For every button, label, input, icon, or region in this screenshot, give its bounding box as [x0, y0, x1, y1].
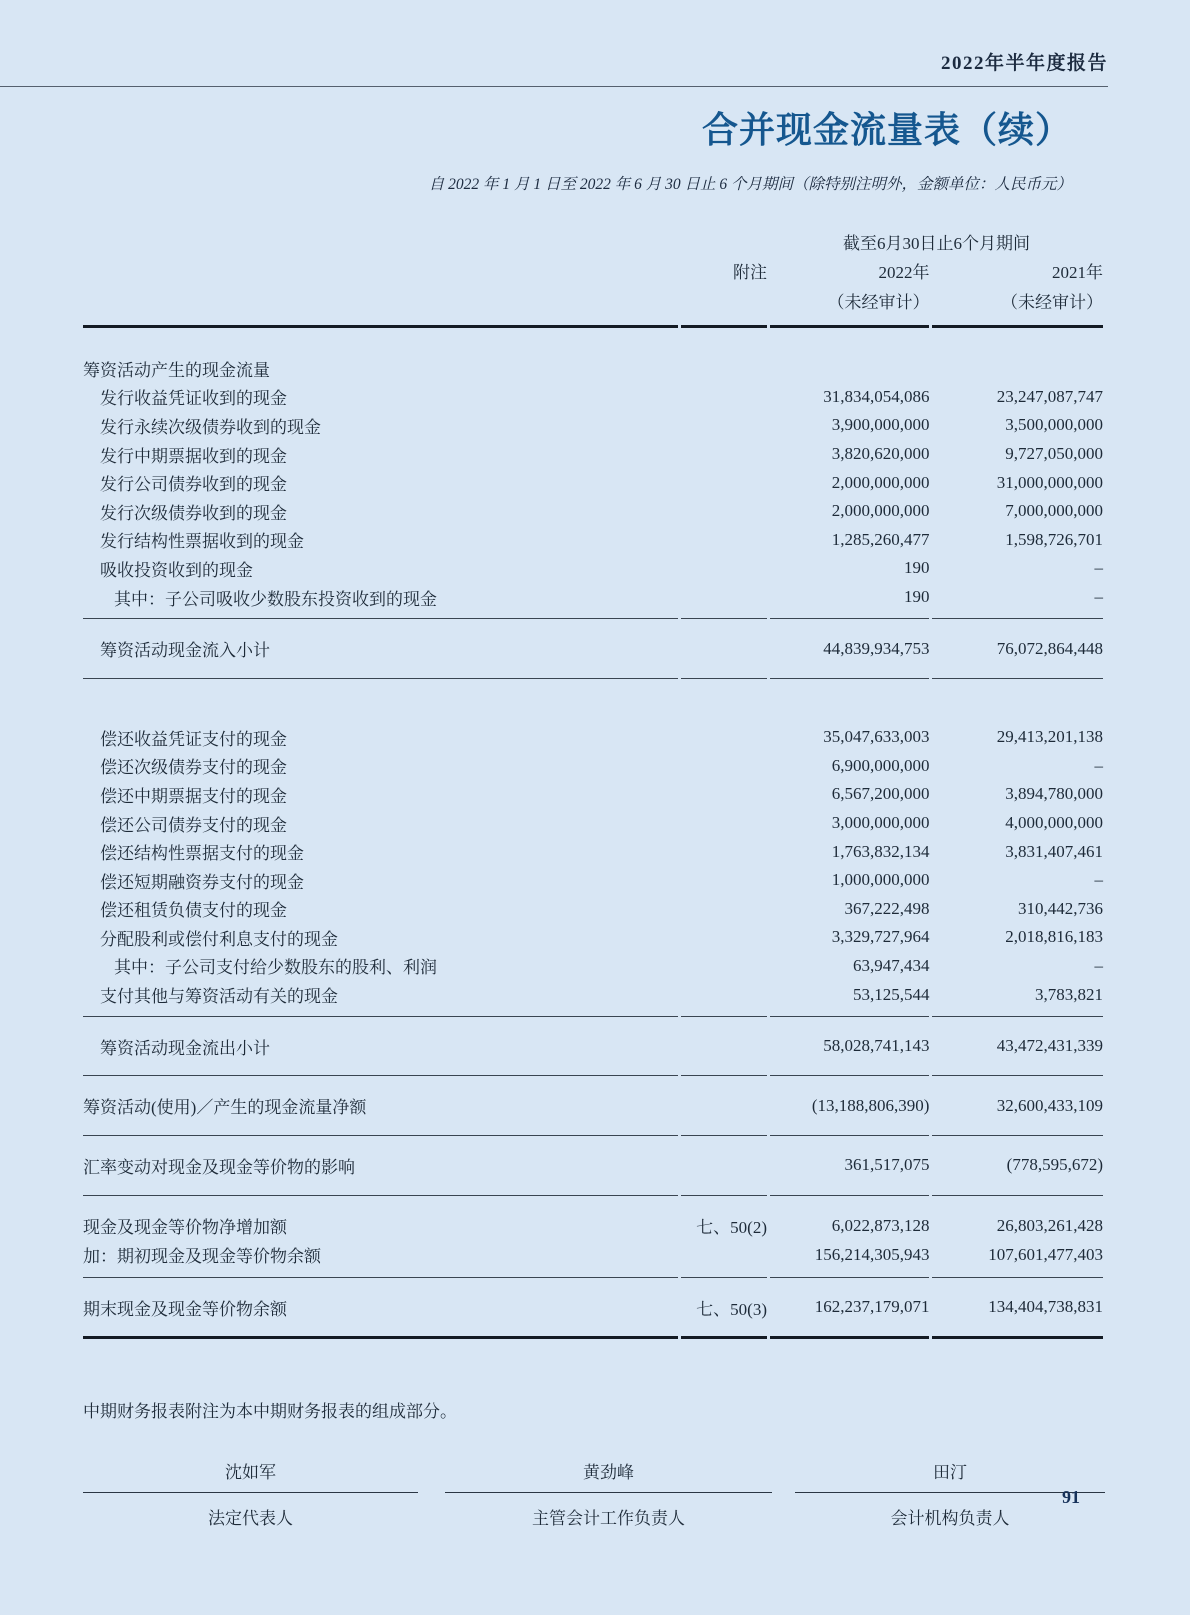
- signatory-role: 会计机构负责人: [890, 1509, 1010, 1529]
- signature-legal-representative: [83, 1458, 418, 1529]
- value-2021: [932, 354, 1103, 383]
- value-2021: 23,247,087,747: [996, 386, 1103, 406]
- value-2022: 3,820,620,000: [831, 444, 930, 464]
- row-label: 偿还结构性票据支付的现金: [100, 844, 304, 864]
- spacer-row: [83, 328, 1103, 354]
- spacer-row: [83, 1009, 1103, 1016]
- note-cell: [681, 780, 767, 809]
- value-2021: 3,831,407,461: [1005, 841, 1103, 861]
- table-row: [83, 895, 1103, 924]
- table-row: [83, 411, 1103, 440]
- spacer-row: [83, 611, 1103, 618]
- note-cell: [681, 526, 767, 555]
- value-2022: 53,125,544: [852, 984, 930, 1004]
- table-row: [83, 809, 1103, 838]
- row-label: 筹资活动现金流入小计: [100, 641, 270, 661]
- value-2022: 3,900,000,000: [831, 415, 930, 435]
- note-cell: [681, 468, 767, 497]
- row-label: 筹资活动现金流出小计: [100, 1038, 270, 1058]
- table-row: [83, 723, 1103, 752]
- row-label: 发行次级债券收到的现金: [100, 503, 287, 523]
- table-row: [83, 980, 1103, 1009]
- note-cell: [681, 411, 767, 440]
- col-header-note: 附注: [733, 263, 767, 282]
- table-row: [83, 440, 1103, 469]
- note-cell: [681, 895, 767, 924]
- value-2022: 1,000,000,000: [831, 870, 930, 890]
- row-label: 发行收益凭证收到的现金: [100, 389, 287, 409]
- value-2022: 2,000,000,000: [831, 472, 930, 492]
- table-row: [83, 554, 1103, 583]
- row-label: 现金及现金等价物净增加额: [83, 1218, 287, 1238]
- note-cell: [681, 866, 767, 895]
- value-2022: [770, 354, 929, 383]
- value-2022: 367,222,498: [844, 898, 930, 918]
- page-subtitle: 自 2022 年 1 月 1 日至 2022 年 6 月 30 日止 6 个月期间（除特别注明外，金额单位：人民币元）: [428, 176, 1072, 193]
- row-label: 吸收投资收到的现金: [100, 560, 253, 580]
- note-cell: [681, 809, 767, 838]
- note-cell: [681, 583, 767, 612]
- signatory-name: 黄劲峰: [445, 1458, 772, 1493]
- value-2021: 2,018,816,183: [1005, 927, 1103, 947]
- signature-accounting-head: [795, 1458, 1105, 1529]
- value-2022: 190: [903, 558, 930, 578]
- value-2022: 1,763,832,134: [831, 841, 930, 861]
- header-divider: [0, 86, 1108, 87]
- value-2022: 3,329,727,964: [831, 927, 930, 947]
- value-2021: –: [1094, 870, 1103, 890]
- value-2021: 29,413,201,138: [996, 727, 1103, 747]
- value-2022: 63,947,434: [852, 955, 930, 975]
- note-cell: [681, 1076, 767, 1135]
- signatory-role: 主管会计工作负责人: [532, 1509, 685, 1529]
- row-label: 偿还公司债券支付的现金: [100, 815, 287, 835]
- table-row: [83, 1212, 1103, 1241]
- value-2022: 35,047,633,003: [823, 727, 930, 747]
- note-cell: [681, 619, 767, 678]
- report-header-title: 2022年半年度报告: [940, 53, 1108, 74]
- page-number: 91: [1062, 1487, 1080, 1507]
- col-header-2022: 2022年: [878, 263, 930, 282]
- value-2021: –: [1094, 587, 1103, 607]
- value-2022: 31,834,054,086: [823, 386, 930, 406]
- signatory-name: 田汀: [795, 1458, 1105, 1493]
- row-label: 期末现金及现金等价物余额: [83, 1299, 287, 1319]
- note-cell: 七、50(2): [696, 1218, 767, 1238]
- table-row: [83, 752, 1103, 781]
- value-2021: 310,442,736: [1018, 898, 1103, 918]
- note-cell: [681, 554, 767, 583]
- note-cell: [681, 497, 767, 526]
- signature-block: [83, 1458, 1105, 1529]
- page-title: 合并现金流量表（续）: [701, 110, 1072, 150]
- value-2022: 3,000,000,000: [831, 813, 930, 833]
- table-row: [83, 619, 1103, 678]
- row-label: 筹资活动产生的现金流量: [83, 360, 270, 380]
- value-2021: –: [1094, 955, 1103, 975]
- row-label: 支付其他与筹资活动有关的现金: [100, 987, 338, 1007]
- table-row: [83, 923, 1103, 952]
- note-cell: [681, 837, 767, 866]
- table-row: [83, 780, 1103, 809]
- unaudited-2021: （未经审计）: [1001, 293, 1103, 312]
- footnote: 中期财务报表附注为本中期财务报表的组成部分。: [83, 1402, 457, 1422]
- value-2022: 44,839,934,753: [823, 638, 930, 658]
- table-row: [83, 1076, 1103, 1135]
- table-row: [83, 952, 1103, 981]
- spacer-row: [83, 1269, 1103, 1277]
- value-2022: 58,028,741,143: [823, 1036, 930, 1056]
- signatory-name: 沈如军: [83, 1458, 418, 1493]
- note-cell: [681, 952, 767, 981]
- rule-row: [83, 1336, 1103, 1339]
- row-label: 偿还中期票据支付的现金: [100, 786, 287, 806]
- note-cell: [681, 723, 767, 752]
- value-2021: –: [1094, 558, 1103, 578]
- unaudited-header-row: [83, 285, 1103, 316]
- cash-flow-table: [80, 226, 1106, 1339]
- value-2021: 76,072,864,448: [996, 638, 1103, 658]
- value-2021: 9,727,050,000: [1005, 444, 1103, 464]
- table-row: [83, 354, 1103, 383]
- row-label: 其中：子公司支付给少数股东的股利、利润: [114, 958, 437, 978]
- value-2022: 162,237,179,071: [814, 1297, 930, 1317]
- row-label: 其中：子公司吸收少数股东投资收到的现金: [114, 589, 437, 609]
- signature-chief-accountant: [445, 1458, 772, 1529]
- table-row: [83, 1278, 1103, 1337]
- note-cell: [681, 752, 767, 781]
- value-2021: 107,601,477,403: [988, 1244, 1103, 1264]
- table-row: [83, 468, 1103, 497]
- value-2022: 6,900,000,000: [831, 755, 930, 775]
- note-cell: [681, 354, 767, 383]
- note-cell: [681, 980, 767, 1009]
- value-2022: 6,022,873,128: [831, 1215, 930, 1235]
- value-2021: 134,404,738,831: [988, 1297, 1103, 1317]
- value-2021: (778,595,672): [1006, 1155, 1103, 1175]
- period-header-row: [83, 226, 1103, 256]
- value-2021: 32,600,433,109: [996, 1095, 1103, 1115]
- value-2021: 31,000,000,000: [996, 472, 1103, 492]
- value-2021: 4,000,000,000: [1005, 813, 1103, 833]
- note-cell: [681, 1240, 767, 1269]
- value-2021: 43,472,431,339: [996, 1036, 1103, 1056]
- table-row: [83, 383, 1103, 412]
- statement-content: [83, 226, 1105, 1529]
- row-label: 偿还租赁负债支付的现金: [100, 901, 287, 921]
- value-2021: 3,894,780,000: [1005, 784, 1103, 804]
- value-2022: 6,567,200,000: [831, 784, 930, 804]
- note-cell: [681, 923, 767, 952]
- value-2022: 156,214,305,943: [814, 1244, 930, 1264]
- table-row: [83, 1240, 1103, 1269]
- value-2021: 1,598,726,701: [1005, 529, 1103, 549]
- row-label: 汇率变动对现金及现金等价物的影响: [83, 1157, 355, 1177]
- col-header-2021: 2021年: [1052, 263, 1103, 282]
- unaudited-2022: （未经审计）: [827, 293, 930, 312]
- value-2022: 190: [903, 587, 930, 607]
- table-header: [83, 226, 1103, 328]
- row-label: 偿还短期融资券支付的现金: [100, 872, 304, 892]
- year-header-row: [83, 256, 1103, 285]
- row-label: 发行公司债券收到的现金: [100, 475, 287, 495]
- row-label: 分配股利或偿付利息支付的现金: [100, 929, 338, 949]
- value-2021: 26,803,261,428: [996, 1215, 1103, 1235]
- value-2021: –: [1094, 755, 1103, 775]
- table-row: [83, 583, 1103, 612]
- signatory-role: 法定代表人: [208, 1509, 293, 1529]
- period-header: 截至6月30日止6个月期间: [843, 233, 1030, 253]
- row-label: 发行中期票据收到的现金: [100, 446, 287, 466]
- table-row: [83, 866, 1103, 895]
- table-row: [83, 497, 1103, 526]
- row-label: 偿还收益凭证支付的现金: [100, 729, 287, 749]
- note-cell: [681, 1136, 767, 1195]
- note-cell: [681, 383, 767, 412]
- row-label: 筹资活动(使用)／产生的现金流量净额: [83, 1098, 367, 1118]
- table-body: [83, 328, 1103, 1339]
- value-2022: (13,188,806,390): [811, 1095, 930, 1115]
- value-2022: 2,000,000,000: [831, 501, 930, 521]
- table-row: [83, 1017, 1103, 1076]
- spacer-row: [83, 679, 1103, 723]
- row-label: 加：期初现金及现金等价物余额: [83, 1247, 321, 1267]
- row-label: 偿还次级债券支付的现金: [100, 758, 287, 778]
- value-2022: 1,285,260,477: [831, 529, 930, 549]
- value-2021: 7,000,000,000: [1005, 501, 1103, 521]
- row-label: 发行结构性票据收到的现金: [100, 532, 304, 552]
- value-2021: 3,500,000,000: [1005, 415, 1103, 435]
- spacer-row: [83, 1196, 1103, 1212]
- value-2022: 361,517,075: [844, 1155, 930, 1175]
- table-row: [83, 526, 1103, 555]
- value-2021: 3,783,821: [1035, 984, 1103, 1004]
- note-cell: [681, 440, 767, 469]
- note-cell: [681, 1017, 767, 1076]
- table-row: [83, 837, 1103, 866]
- row-label: 发行永续次级债券收到的现金: [100, 417, 321, 437]
- table-row: [83, 1136, 1103, 1195]
- note-cell: 七、50(3): [696, 1299, 767, 1319]
